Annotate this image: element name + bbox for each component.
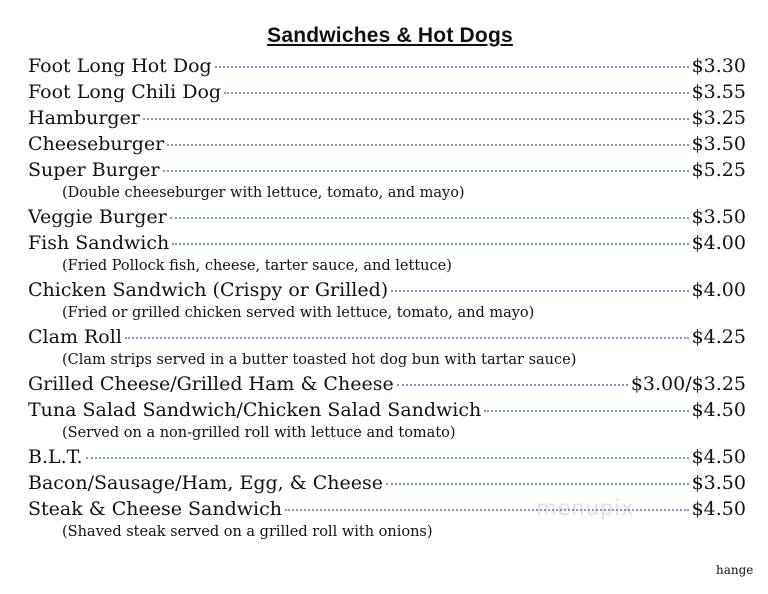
corner-text: hange bbox=[716, 563, 754, 577]
item-name: Clam Roll bbox=[28, 326, 122, 348]
item-description: (Double cheeseburger with lettuce, tomato, and mayo) bbox=[62, 185, 465, 201]
item-price: $5.25 bbox=[691, 159, 746, 181]
page-title: Sandwiches & Hot Dogs bbox=[267, 24, 513, 47]
dot-leader bbox=[386, 483, 689, 485]
menu-item bbox=[28, 397, 746, 423]
dot-leader bbox=[167, 144, 688, 146]
menu-item bbox=[28, 324, 746, 350]
item-price: $3.50 bbox=[691, 472, 746, 494]
item-name: Veggie Burger bbox=[28, 206, 167, 228]
dot-leader bbox=[143, 118, 689, 120]
item-price: $3.55 bbox=[691, 81, 746, 103]
item-name: Chicken Sandwich (Crispy or Grilled) bbox=[28, 279, 389, 301]
watermark-logo: menupix bbox=[536, 496, 635, 520]
dot-leader bbox=[397, 384, 628, 386]
item-name: Cheeseburger bbox=[28, 133, 165, 155]
item-price: $4.00 bbox=[691, 279, 746, 301]
menu-item bbox=[28, 105, 746, 131]
menu-item bbox=[28, 496, 746, 522]
item-name: Foot Long Chili Dog bbox=[28, 81, 222, 103]
menu-item bbox=[28, 371, 746, 397]
dot-leader bbox=[224, 92, 689, 94]
item-price: $3.50 bbox=[691, 206, 746, 228]
item-description: (Shaved steak served on a grilled roll with onions) bbox=[62, 524, 433, 540]
dot-leader bbox=[86, 457, 689, 459]
menu-item bbox=[28, 79, 746, 105]
dot-leader bbox=[484, 410, 688, 412]
item-description: (Fried or grilled chicken served with lettuce, tomato, and mayo) bbox=[62, 305, 535, 321]
menu-item bbox=[28, 277, 746, 303]
dot-leader bbox=[170, 217, 689, 219]
item-price: $4.50 bbox=[691, 446, 746, 468]
item-name: Hamburger bbox=[28, 107, 140, 129]
menu-item bbox=[28, 444, 746, 470]
dot-leader bbox=[163, 170, 689, 172]
item-description: (Clam strips served in a butter toasted hot dog bun with tartar sauce) bbox=[62, 352, 577, 368]
menu-list bbox=[28, 53, 746, 543]
item-name: Bacon/Sausage/Ham, Egg, & Cheese bbox=[28, 472, 383, 494]
item-price: $4.25 bbox=[691, 326, 746, 348]
dot-leader bbox=[391, 290, 688, 292]
item-price: $4.50 bbox=[691, 399, 746, 421]
item-price: $3.25 bbox=[691, 107, 746, 129]
item-price: $3.00/$3.25 bbox=[630, 373, 746, 395]
item-name: Super Burger bbox=[28, 159, 160, 181]
menu-item bbox=[28, 131, 746, 157]
item-name: B.L.T. bbox=[28, 446, 83, 468]
dot-leader bbox=[172, 243, 688, 245]
item-name: Foot Long Hot Dog bbox=[28, 55, 212, 77]
item-description: (Served on a non-grilled roll with lettuce and tomato) bbox=[62, 425, 456, 441]
item-price: $4.50 bbox=[691, 498, 746, 520]
dot-leader bbox=[215, 66, 689, 68]
menu-item bbox=[28, 157, 746, 183]
dot-leader bbox=[125, 337, 689, 339]
item-description: (Fried Pollock fish, cheese, tarter sauce, and lettuce) bbox=[62, 258, 452, 274]
item-price: $4.00 bbox=[691, 232, 746, 254]
item-name: Tuna Salad Sandwich/Chicken Salad Sandwich bbox=[28, 399, 482, 421]
menu-item bbox=[28, 53, 746, 79]
item-name: Fish Sandwich bbox=[28, 232, 170, 254]
menu-item bbox=[28, 230, 746, 256]
item-price: $3.30 bbox=[691, 55, 746, 77]
item-name: Grilled Cheese/Grilled Ham & Cheese bbox=[28, 373, 394, 395]
menu-item bbox=[28, 204, 746, 230]
item-name: Steak & Cheese Sandwich bbox=[28, 498, 282, 520]
menu-item bbox=[28, 470, 746, 496]
item-price: $3.50 bbox=[691, 133, 746, 155]
